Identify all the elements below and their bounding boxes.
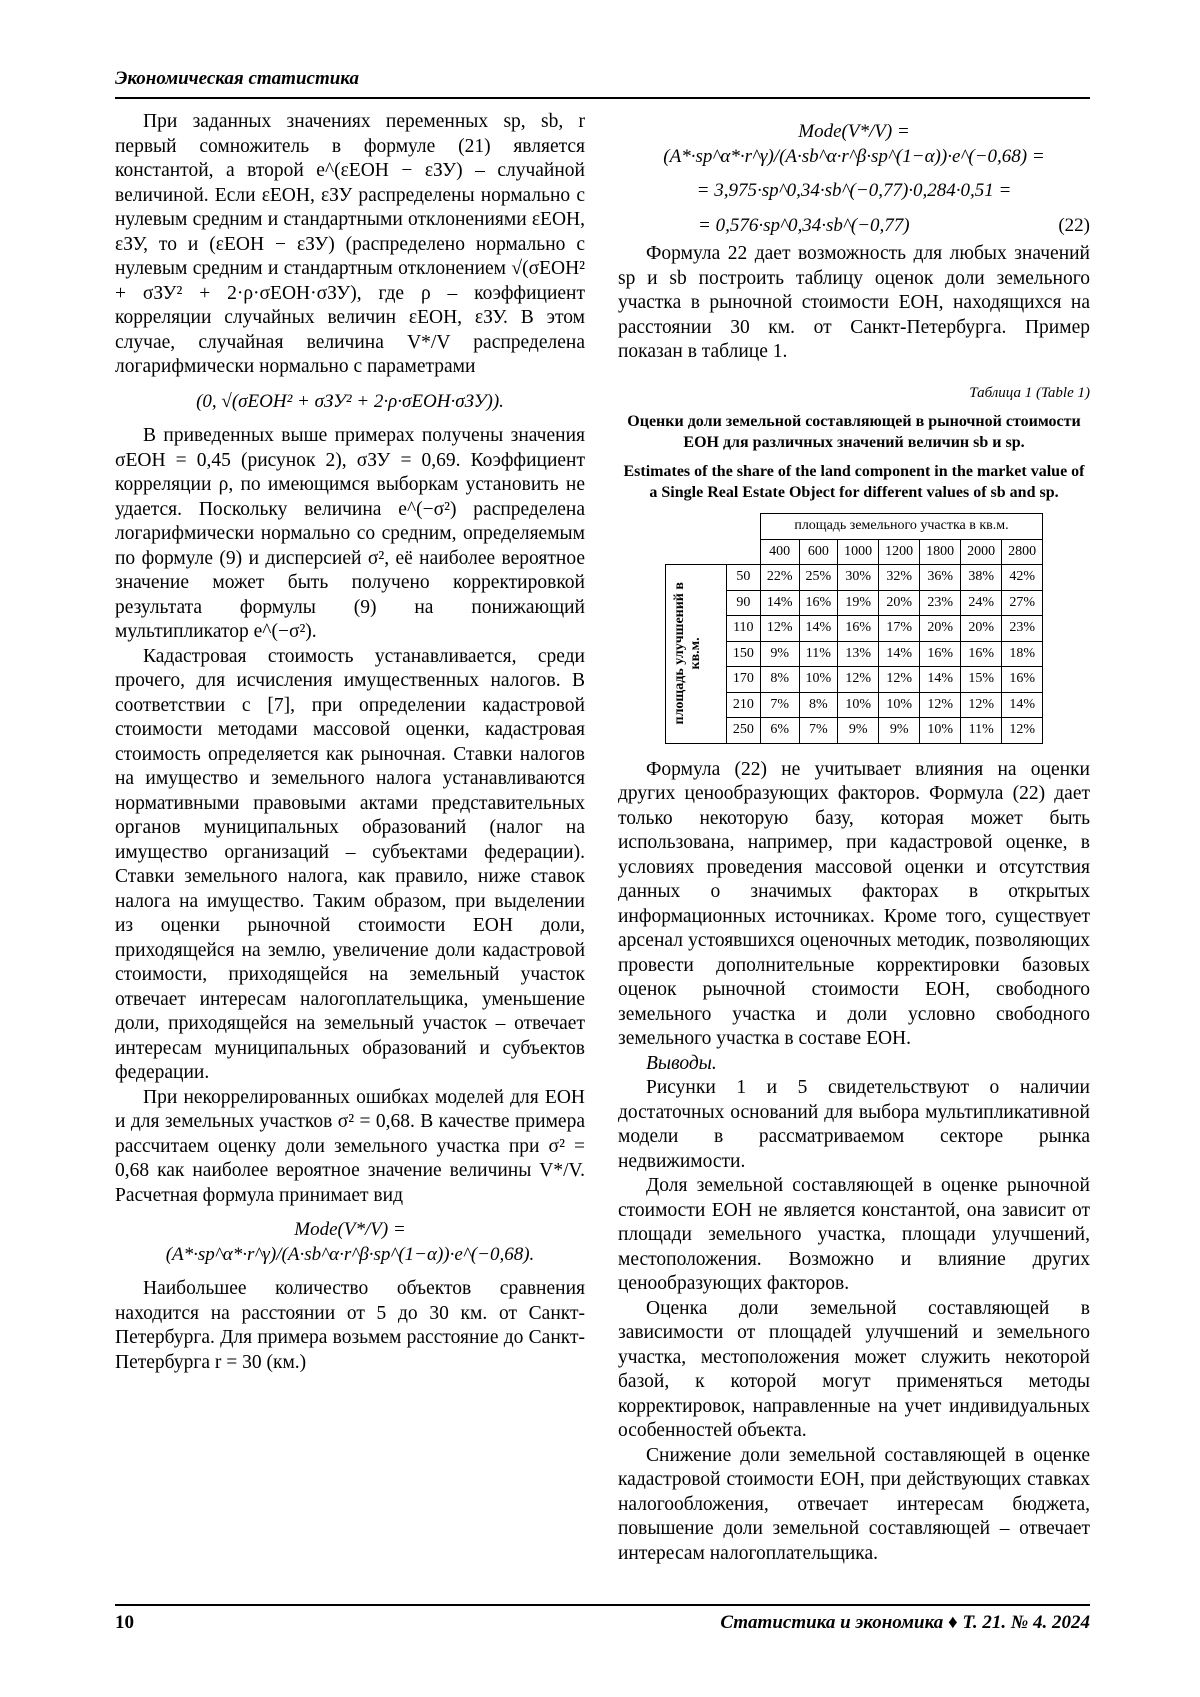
row-header: 110	[726, 616, 760, 642]
row-header: 170	[726, 667, 760, 693]
table-caption: Таблица 1 (Table 1)	[969, 384, 1090, 401]
table-cell: 36%	[920, 565, 961, 591]
table-header-row	[665, 514, 1042, 540]
conclusions-heading: Выводы.	[646, 1052, 717, 1074]
col-header: 2000	[961, 539, 1002, 565]
header-rule	[115, 97, 1090, 99]
table-cell: 24%	[961, 590, 1002, 616]
table-cell: 16%	[1002, 667, 1043, 693]
table-cell: 14%	[1002, 692, 1043, 718]
table-cell: 13%	[838, 641, 879, 667]
paragraph: Доля земельной составляющей в оценке рыночной стоимости ЕОН не является константой, она зависит от площади земельного участка, площади улучшений, местоположения. Возможно и влияние других ценообразующих факторов.	[618, 1175, 1090, 1294]
formula-22-line2: = 3,975·sp^0,34·sb^(−0,77)·0,284·0,51 =	[696, 180, 1012, 201]
row-header: 210	[726, 692, 760, 718]
table-cell: 18%	[1002, 641, 1043, 667]
paragraph: При заданных значениях переменных sp, sb, r первый сомножитель в формуле (21) является константой, а второй e^(εЕОН − εЗУ) – случайной величиной. Если εЕОН, εЗУ распределены нормально с нулевым средним и стандартными отклонениями εЕОН, εЗУ, то и (εЕОН − εЗУ) (распределено нормально с нулевым средним и стандартным отклонением √(σЕОН² + σЗУ² + 2·ρ·σЕОН·σЗУ), где ρ – коэффициент корреляции случайных величин εЕОН, εЗУ. В этом случае, случайная величина V*/V распределена логарифмически нормально с параметрами	[115, 111, 585, 377]
table-cell: 8%	[799, 692, 838, 718]
row-header: 250	[726, 718, 760, 744]
paragraph: При некоррелированных ошибках моделей для ЕОН и для земельных участков σ² = 0,68. В качестве примера рассчитаем оценку доли земельного участка при σ² = 0,68 как наиболее вероятное значение величины V*/V. Расчетная формула принимает вид	[115, 1086, 585, 1206]
col-header: 1000	[838, 539, 879, 565]
table-cell: 14%	[879, 641, 920, 667]
table-cell: 7%	[799, 718, 838, 744]
paragraph: Формула 22 дает возможность для любых значений sp и sb построить таблицу оценок доли земельного участка в рыночной стоимости ЕОН, находящихся на расстоянии 30 км. от Санкт-Петербурга. Пример показан в таблице 1.	[618, 243, 1090, 362]
paragraph: В приведенных выше примерах получены значения σЕОН = 0,45 (рисунок 2), σЗУ = 0,69. Коэффициент корреляции ρ, по имеющимся выборкам установить не удается. Поскольку величина e^(−σ²) распределена логарифмически нормально со средним, определяемым по формуле (9) и дисперсией σ², её наиболее вероятное значение может быть получено корректировкой результата формулы (9) на понижающий мультипликатор e^(−σ²).	[115, 425, 585, 642]
journal-citation: Статистика и экономика ♦ Т. 21. № 4. 2024	[720, 1612, 1090, 1633]
table-corner	[665, 539, 760, 565]
table-cell: 19%	[838, 590, 879, 616]
table-title-ru: Оценки доли земельной составляющей в рыночной стоимости ЕОН для различных значений величин sb и sp.	[627, 413, 1081, 451]
formula-22-line1: Mode(V*/V) = (A*·sp^α*·r^γ)/(A·sb^α·r^β·sp^(1−α))·e^(−0,68) =	[663, 121, 1045, 167]
table-cell: 42%	[1002, 565, 1043, 591]
paragraph: Наибольшее количество объектов сравнения находится на расстоянии от 5 до 30 км. от Санкт-Петербурга. Для примера возьмем расстояние до Санкт-Петербурга r = 30 (км.)	[115, 1278, 585, 1373]
journal-section-header: Экономическая статистика	[115, 68, 359, 89]
table-cell: 15%	[961, 667, 1002, 693]
table-cell: 8%	[760, 667, 799, 693]
table-cell: 16%	[961, 641, 1002, 667]
table-cell: 17%	[879, 616, 920, 642]
formula-mode: Mode(V*/V) = (A*·sp^α*·r^γ)/(A·sb^α·r^β·sp^(1−α))·e^(−0,68).	[165, 1219, 535, 1265]
paragraph: Снижение доли земельной составляющей в оценке кадастровой стоимости ЕОН, при действующих ставках налогообложения, отвечает интересам бюджета, повышение доли земельной составляющей – отвечает интересам налогоплательщика.	[618, 1444, 1090, 1564]
col-header: 1800	[920, 539, 961, 565]
table-cell: 6%	[760, 718, 799, 744]
row-group-header	[665, 565, 726, 744]
table-cell: 30%	[838, 565, 879, 591]
formula-22-line3-row	[618, 214, 1090, 239]
row-header: 90	[726, 590, 760, 616]
table-cell: 9%	[838, 718, 879, 744]
paragraph: Рисунки 1 и 5 свидетельствуют о наличии достаточных оснований для выбора мультипликативной модели в рассматриваемом секторе рынка недвижимости.	[618, 1077, 1090, 1172]
col-header: 1200	[879, 539, 920, 565]
paragraph: Формула (22) не учитывает влияния на оценки других ценообразующих факторов. Формула (22) дает только некоторую базу, которая может быть использована, например, при кадастровой оценке, в условиях проведения массовой оценки и отсутствия данных о значимых факторах в открытых информационных источниках. Кроме того, существует арсенал устоявшихся оценочных методик, позволяющих провести дополнительные корректировки базовых оценок рыночной стоимости ЕОН, свободного земельного участка и доли условно свободного земельного участка в составе ЕОН.	[618, 758, 1090, 1049]
table-cell: 38%	[961, 565, 1002, 591]
table-cell: 9%	[760, 641, 799, 667]
table-cell: 12%	[879, 667, 920, 693]
table-cell: 25%	[799, 565, 838, 591]
table-cell: 10%	[838, 692, 879, 718]
table-cell: 16%	[920, 641, 961, 667]
table-cell: 11%	[799, 641, 838, 667]
table-cell: 23%	[920, 590, 961, 616]
table-cell: 9%	[879, 718, 920, 744]
table-row	[665, 565, 1042, 591]
row-header: 50	[726, 565, 760, 591]
table-corner	[665, 514, 760, 540]
table-cell: 20%	[879, 590, 920, 616]
table-cell: 27%	[1002, 590, 1043, 616]
formula-number: (22)	[1058, 214, 1090, 236]
footer-rule	[115, 1604, 1090, 1606]
paragraph: Кадастровая стоимость устанавливается, среди прочего, для исчисления имущественных налогов. В соответствии с [7], при определении кадастровой стоимости методами массовой оценки, кадастровая стоимость определяется как рыночная. Ставки налогов на имущество и земельного налога устанавливаются нормативными правовыми актами представительных органов муниципальных образований (налог на имущество организаций – субъектами федерации). Ставки земельного налога, как правило, ниже ставок налога на имущество. Таким образом, при выделении из оценки рыночной стоимости ЕОН доли, приходящейся на землю, увеличение доли кадастровой стоимости, приходящейся на земельный участок отвечает интересам налогоплательщика, уменьшение доли, приходящейся на земельный участок – отвечает интересам муниципальных образований и субъектов федерации.	[115, 645, 585, 1083]
table-cell: 7%	[760, 692, 799, 718]
table-cell: 10%	[879, 692, 920, 718]
table-cell: 10%	[799, 667, 838, 693]
estimates-table	[665, 513, 1043, 744]
table-cell: 12%	[961, 692, 1002, 718]
formula-22-line3: = 0,576·sp^0,34·sb^(−0,77)	[698, 214, 910, 236]
row-header: 150	[726, 641, 760, 667]
paragraph: Оценка доли земельной составляющей в зависимости от площадей улучшений и земельного участка, местоположения может служить некоторой базой, к которой могут применяться методы корректировок, направленные на учет индивидуальных особенностей объекта.	[618, 1297, 1090, 1441]
table-title-en: Estimates of the share of the land component in the market value of a Single Real Estate Object for different values of sb and sp.	[623, 463, 1085, 501]
table-cell: 14%	[799, 616, 838, 642]
table-cell: 12%	[920, 692, 961, 718]
table-cell: 14%	[760, 590, 799, 616]
table-cell: 11%	[961, 718, 1002, 744]
table-cell: 16%	[799, 590, 838, 616]
table-cell: 12%	[1002, 718, 1043, 744]
table-cell: 12%	[760, 616, 799, 642]
table-cell: 20%	[961, 616, 1002, 642]
table-cell: 12%	[838, 667, 879, 693]
table-cell: 10%	[920, 718, 961, 744]
right-column	[618, 110, 1090, 1600]
left-column	[115, 110, 585, 1600]
table-cell: 14%	[920, 667, 961, 693]
table-cell: 22%	[760, 565, 799, 591]
page-number: 10	[115, 1612, 134, 1633]
table-cell: 23%	[1002, 616, 1043, 642]
row-group-header-text: площадь улучшений в кв.м.	[671, 582, 703, 725]
col-header: 600	[799, 539, 838, 565]
table-header-row	[665, 539, 1042, 565]
formula-lognormal-params: (0, √(σЕОН² + σЗУ² + 2·ρ·σЕОН·σЗУ)).	[196, 390, 504, 412]
col-header: 2800	[1002, 539, 1043, 565]
col-group-header: площадь земельного участка в кв.м.	[760, 514, 1042, 540]
table-cell: 20%	[920, 616, 961, 642]
col-header: 400	[760, 539, 799, 565]
table-cell: 32%	[879, 565, 920, 591]
table-cell: 16%	[838, 616, 879, 642]
